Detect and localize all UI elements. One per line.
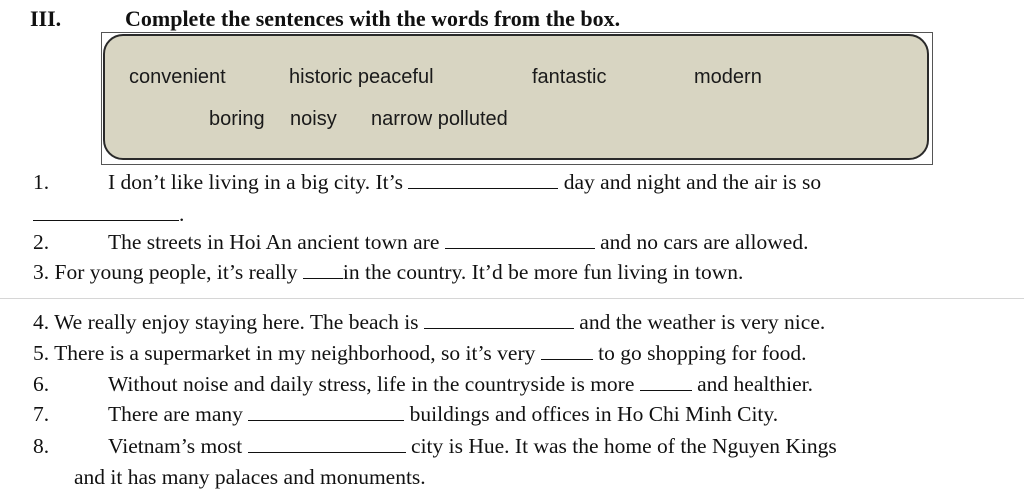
sentence-8-part-a: Vietnam’s most [108,434,243,458]
answer-blank-3[interactable] [303,260,343,279]
sentence-3 [33,260,743,285]
sentence-1-part-a: I don’t like living in a big city. It’s [108,170,403,194]
word-convenient: convenient [129,66,226,88]
sentence-6-part-a: Without noise and daily stress, life in the countryside is more [108,372,635,396]
answer-blank-2[interactable] [445,230,595,249]
sentence-8-part-b: city is Hue. It was the home of the Nguyen Kings [411,434,837,458]
sentence-4-part-b: and the weather is very nice. [579,310,826,334]
word-fantastic: fantastic [532,66,607,88]
sentence-1-number: 1. [33,170,50,194]
sentence-1-part-b: day and night and the air is so [563,170,822,194]
sentence-7-number: 7. [33,402,50,426]
word-box [103,34,929,160]
answer-blank-8[interactable] [248,434,406,453]
sentence-2-part-b: and no cars are allowed. [600,230,809,254]
sentence-5-part-b: to go shopping for food. [598,341,807,365]
sentence-2 [108,230,808,255]
sentence-6-part-b: and healthier. [697,372,813,396]
sentence-6 [108,372,813,397]
answer-blank-1a[interactable] [408,170,558,189]
sentence-1-part-c: . [179,202,185,226]
answer-blank-6[interactable] [640,372,692,391]
section-number: III. [30,6,62,31]
sentence-2-number: 2. [33,230,50,254]
sentence-7-part-a: There are many [108,402,243,426]
word-boring: boring [209,108,265,130]
section-instruction: Complete the sentences with the words from the box. [125,6,621,31]
sentence-5 [33,341,807,366]
sentence-6-number: 6. [33,372,50,396]
word-historic-peaceful: historic peaceful [289,66,434,88]
word-modern: modern [694,66,762,88]
sentence-3-part-a: 3. For young people, it’s really [33,260,298,284]
sentence-8 [108,434,837,459]
answer-blank-4[interactable] [424,310,574,329]
answer-blank-1b[interactable] [33,202,179,221]
sentence-2-part-a: The streets in Hoi An ancient town are [108,230,440,254]
sentence-1 [108,170,821,195]
page-divider [0,298,1024,299]
answer-blank-7[interactable] [248,402,404,421]
word-narrow-polluted: narrow polluted [371,108,508,130]
sentence-1-continuation [33,202,184,227]
sentence-4 [33,310,825,335]
sentence-8-number: 8. [33,434,50,458]
word-noisy: noisy [290,108,337,130]
sentence-7-part-b: buildings and offices in Ho Chi Minh City. [409,402,779,426]
sentence-7 [108,402,778,427]
sentence-5-part-a: 5. There is a supermarket in my neighborhood, so it’s very [33,341,536,365]
answer-blank-5[interactable] [541,341,593,360]
sentence-3-part-b: in the country. It’d be more fun living in town. [342,260,744,284]
sentence-4-part-a: 4. We really enjoy staying here. The beach is [33,310,419,334]
sentence-8-continuation: and it has many palaces and monuments. [74,465,426,489]
